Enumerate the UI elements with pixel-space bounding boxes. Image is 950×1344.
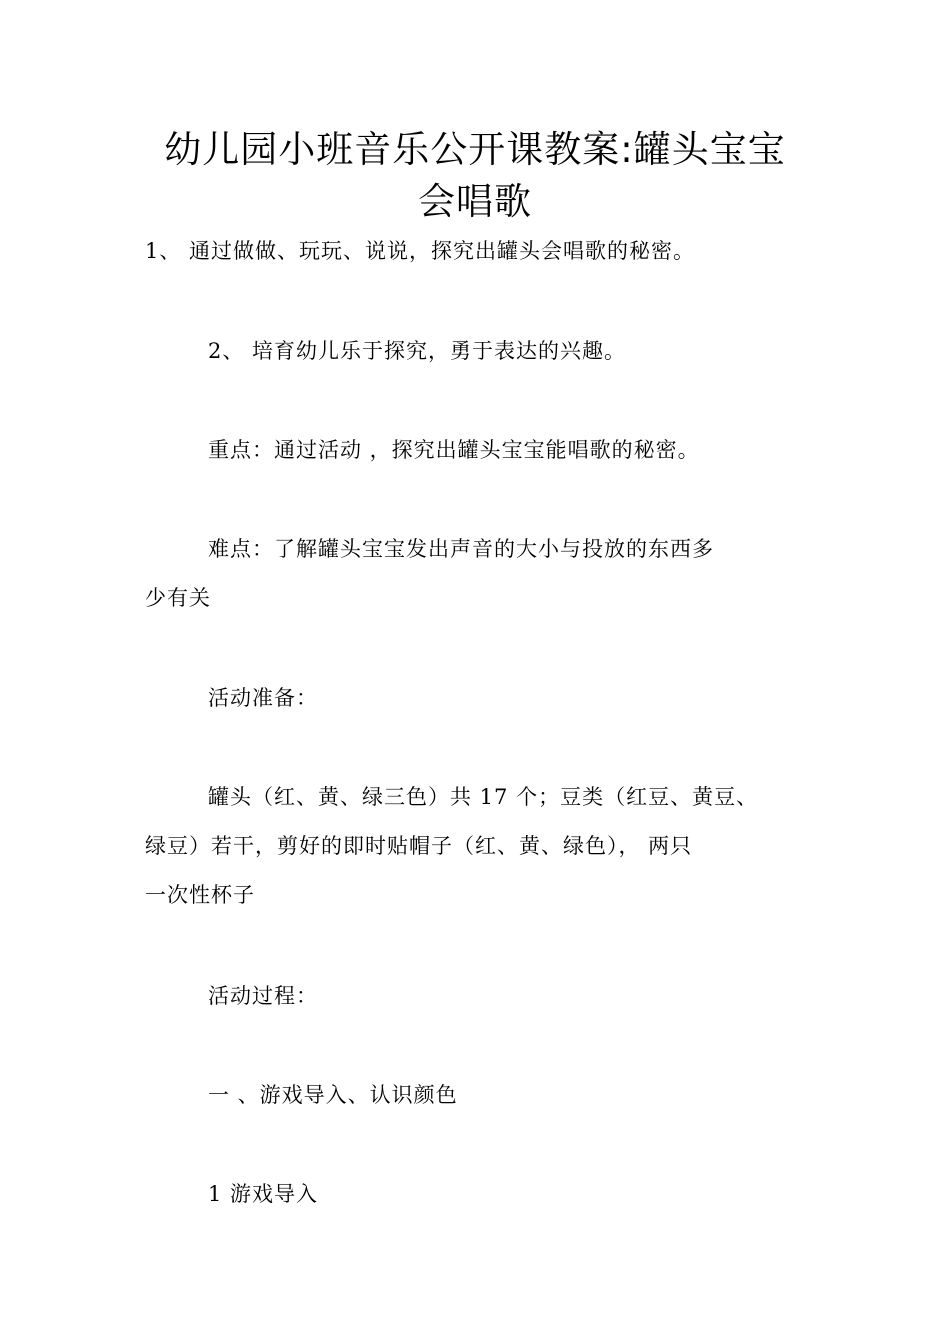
preparation-line-1: 罐头（红、黄、绿三色）共 17 个；豆类（红豆、黄豆、: [208, 785, 759, 809]
step-1-heading: 一 、游戏导入、认识颜色: [208, 1083, 458, 1107]
goal-2: 2、 培育幼儿乐于探究，勇于表达的兴趣。: [208, 339, 627, 363]
step-1-subheading: 1 游戏导入: [208, 1182, 319, 1206]
preparation-line-3: 一次性杯子: [145, 883, 255, 907]
key-point: 重点：通过活动 ，探究出罐头宝宝能唱歌的秘密。: [208, 438, 700, 462]
document-title-line-1: 幼儿园小班音乐公开课教案:罐头宝宝: [164, 128, 786, 171]
difficulty-line-2: 少有关: [145, 586, 211, 610]
preparation-line-2: 绿豆）若干，剪好的即时贴帽子（红、黄、绿色）， 两只: [145, 834, 693, 858]
goal-1: 1、 通过做做、玩玩、说说，探究出罐头会唱歌的秘密。: [145, 239, 696, 263]
preparation-heading: 活动准备：: [208, 686, 318, 710]
difficulty-line-1: 难点：了解罐头宝宝发出声音的大小与投放的东西多: [208, 537, 714, 561]
process-heading: 活动过程：: [208, 984, 318, 1008]
document-title-line-2: 会唱歌: [418, 180, 532, 223]
